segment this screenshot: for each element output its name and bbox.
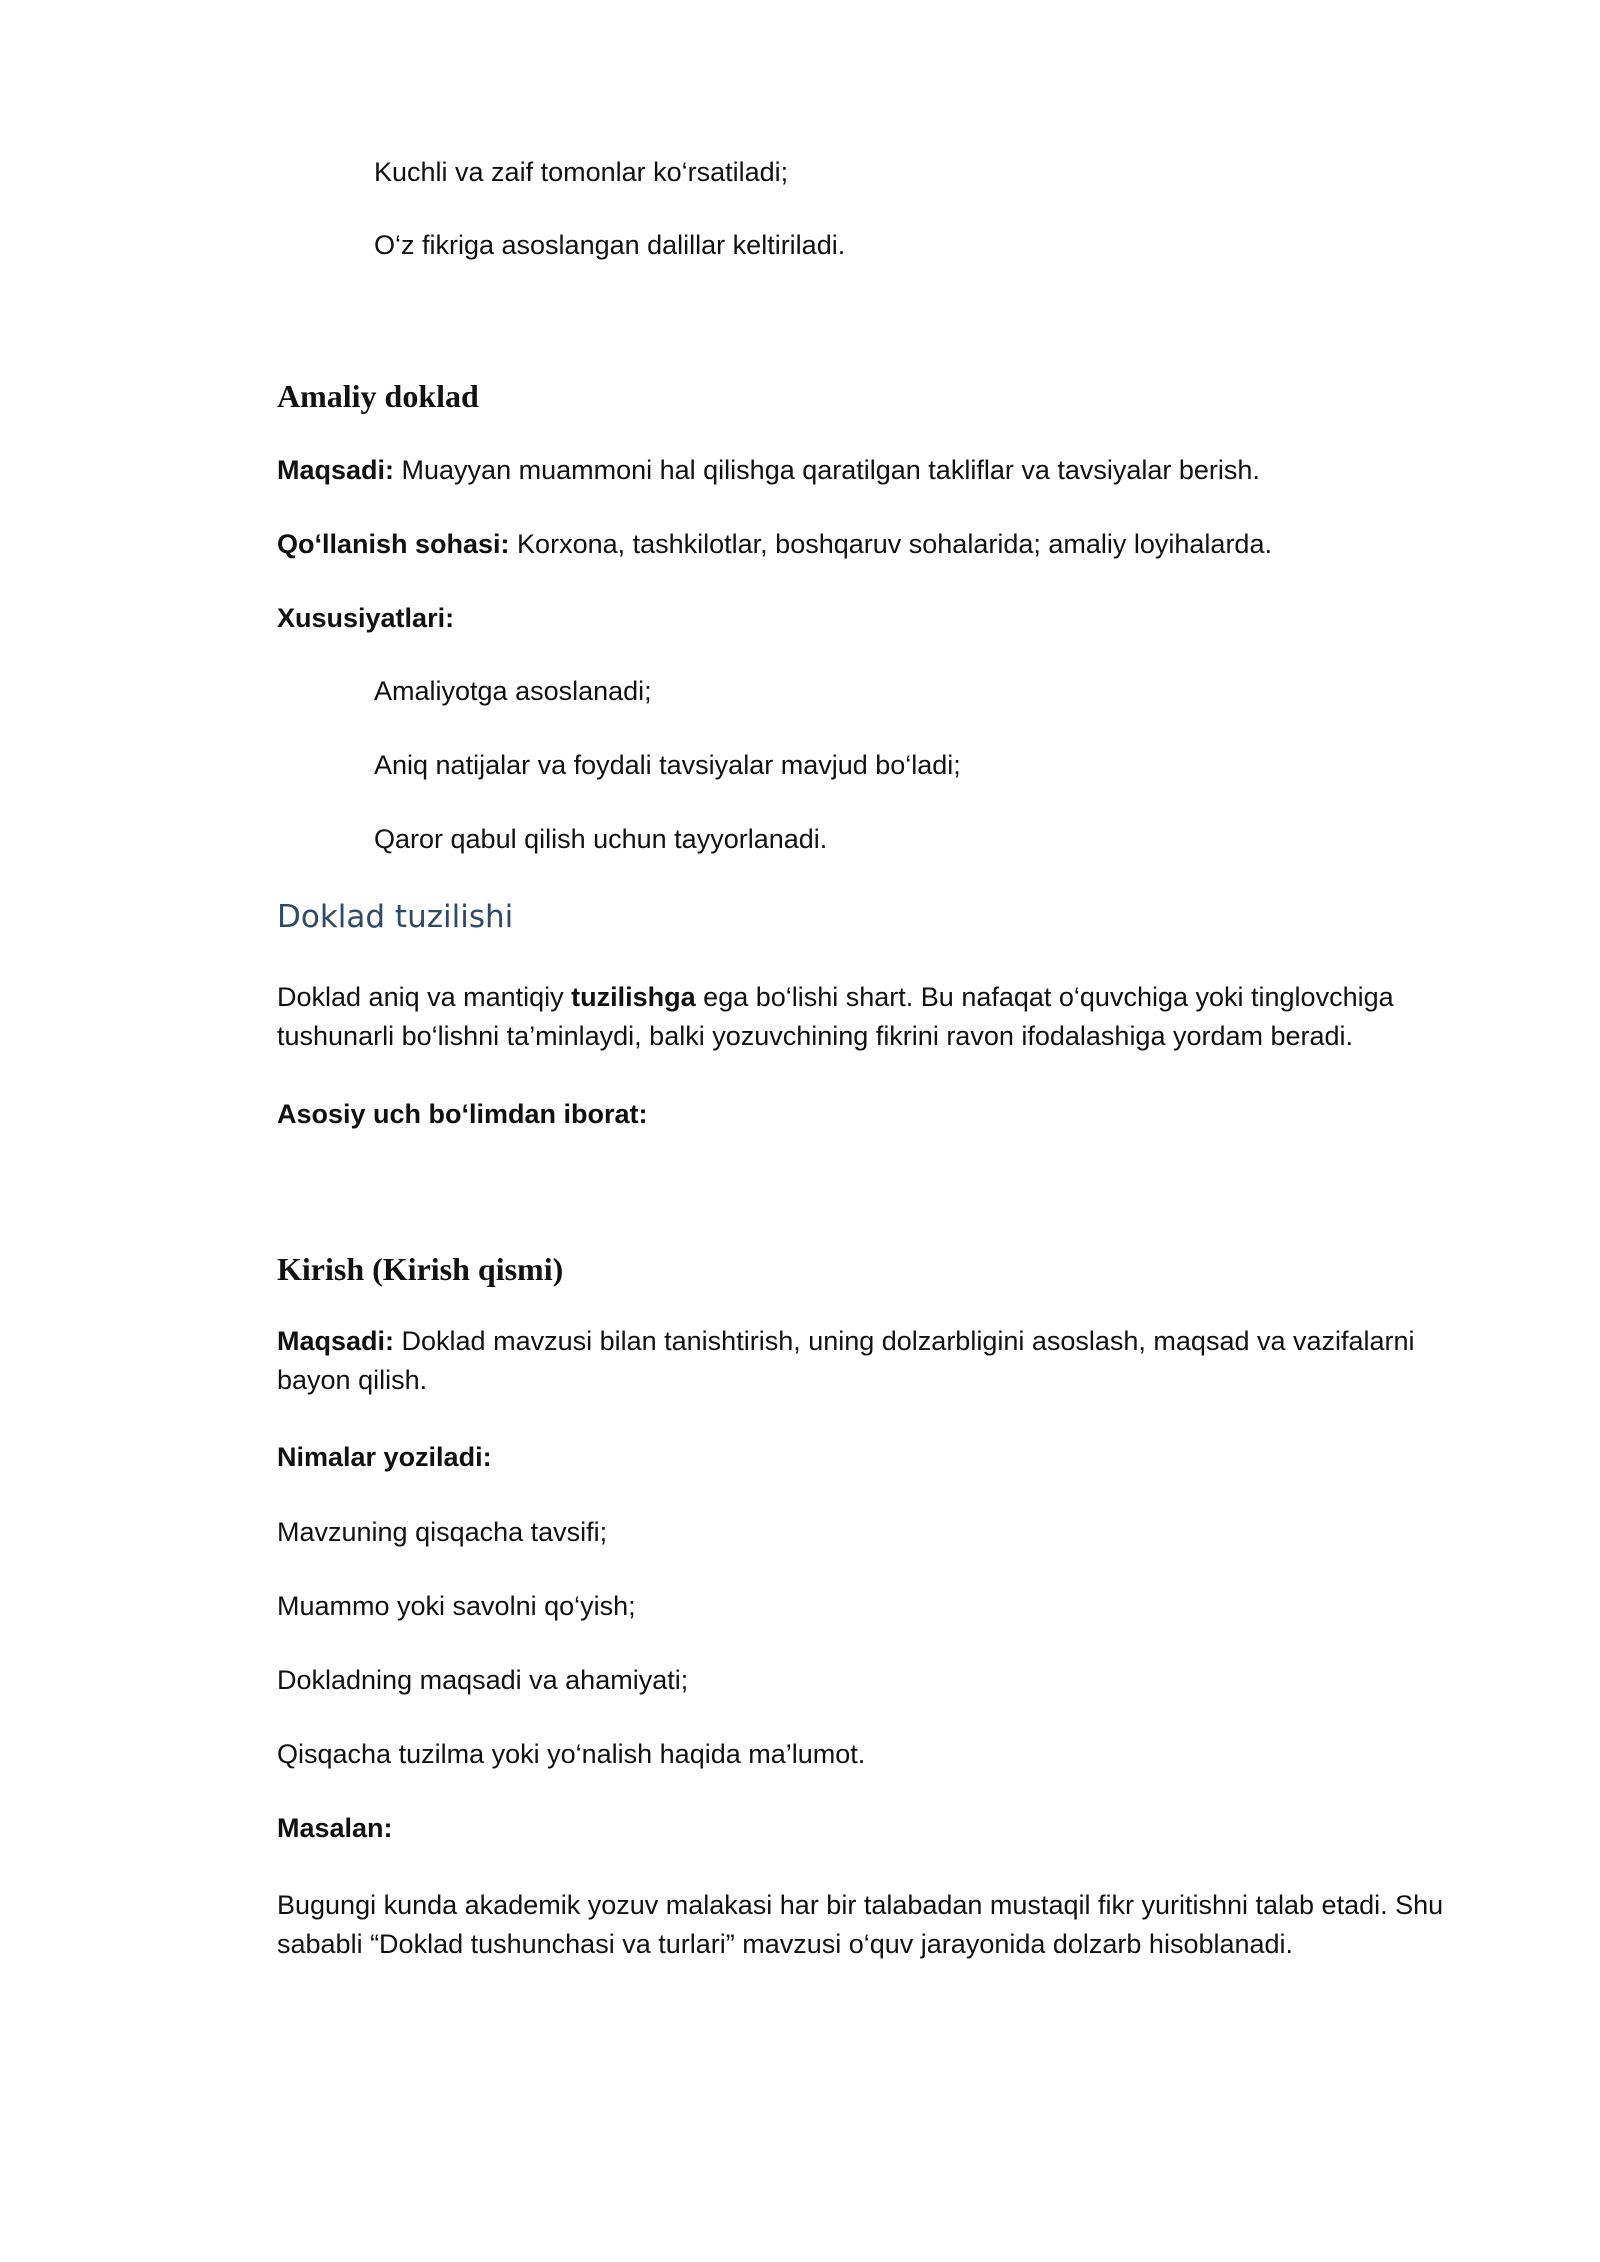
- list-item: O‘z fikriga asoslangan dalillar keltiriladi.: [374, 230, 846, 260]
- list-item: Aniq natijalar va foydali tavsiyalar mavjud bo‘ladi;: [374, 750, 961, 780]
- list-item: Muammo yoki savolni qo‘yish;: [277, 1591, 636, 1621]
- asosiy-label: [277, 1095, 1457, 1133]
- nimalar-label: [277, 1438, 1457, 1476]
- kirish-maqsadi: [277, 1322, 1467, 1400]
- maqsadi-label: Maqsadi:: [277, 455, 395, 485]
- tuzilishi-bold: tuzilishga: [571, 982, 696, 1012]
- masalan-label: [277, 1809, 1457, 1847]
- list-item: Kuchli va zaif tomonlar ko‘rsatiladi;: [374, 157, 789, 187]
- masalan-label-text: Masalan:: [277, 1813, 393, 1843]
- section-heading-kirish: Kirish (Kirish qismi): [277, 1251, 564, 1287]
- sohasi-text: Korxona, tashkilotlar, boshqaruv sohalarida; amaliy loyihalarda.: [509, 529, 1272, 559]
- masalan-paragraph: Bugungi kunda akademik yozuv malakasi har bir talabadan mustaqil fikr yuritishni talab etadi. Shu sababli “Doklad tushunchasi va turlari” mavzusi o‘quv jarayonida dolzarb hisoblanadi.: [277, 1890, 1444, 1959]
- list-item: Amaliyotga asoslanadi;: [374, 676, 652, 706]
- section-heading-amaliy: Amaliy doklad: [277, 378, 479, 414]
- amaliy-xususiyatlari-label: [277, 599, 1457, 637]
- section-heading-tuzilishi: Doklad tuzilishi: [277, 899, 514, 935]
- tuzilishi-text-2: ega bo‘lishi shart. Bu nafaqat o‘quvchiga yoki tinglovchiga tushunarli bo‘lishni ta’minlaydi, balki yozuvchining fikrini ravon ifodalashiga yordam beradi.: [277, 982, 1394, 1051]
- nimalar-label-text: Nimalar yoziladi:: [277, 1442, 492, 1472]
- list-item: Mavzuning qisqacha tavsifi;: [277, 1517, 608, 1547]
- sohasi-label: Qo‘llanish sohasi:: [277, 529, 510, 559]
- list-item: Qaror qabul qilish uchun tayyorlanadi.: [374, 824, 828, 854]
- amaliy-maqsadi: [277, 451, 1457, 489]
- maqsadi-text: Muayyan muammoni hal qilishga qaratilgan takliflar va tavsiyalar berish.: [394, 455, 1260, 485]
- tuzilishi-paragraph: [277, 978, 1467, 1056]
- tuzilishi-text-1: Doklad aniq va mantiqiy: [277, 982, 572, 1012]
- xususiyatlari-label: Xususiyatlari:: [277, 603, 455, 633]
- maqsadi-label: Maqsadi:: [277, 1326, 395, 1356]
- list-item: Qisqacha tuzilma yoki yo‘nalish haqida ma’lumot.: [277, 1739, 866, 1769]
- amaliy-sohasi: [277, 525, 1457, 563]
- maqsadi-text: Doklad mavzusi bilan tanishtirish, uning dolzarbligini asoslash, maqsad va vazifalarni bayon qilish.: [277, 1326, 1415, 1395]
- list-item: Dokladning maqsadi va ahamiyati;: [277, 1665, 689, 1695]
- asosiy-label-text: Asosiy uch bo‘limdan iborat:: [277, 1099, 648, 1129]
